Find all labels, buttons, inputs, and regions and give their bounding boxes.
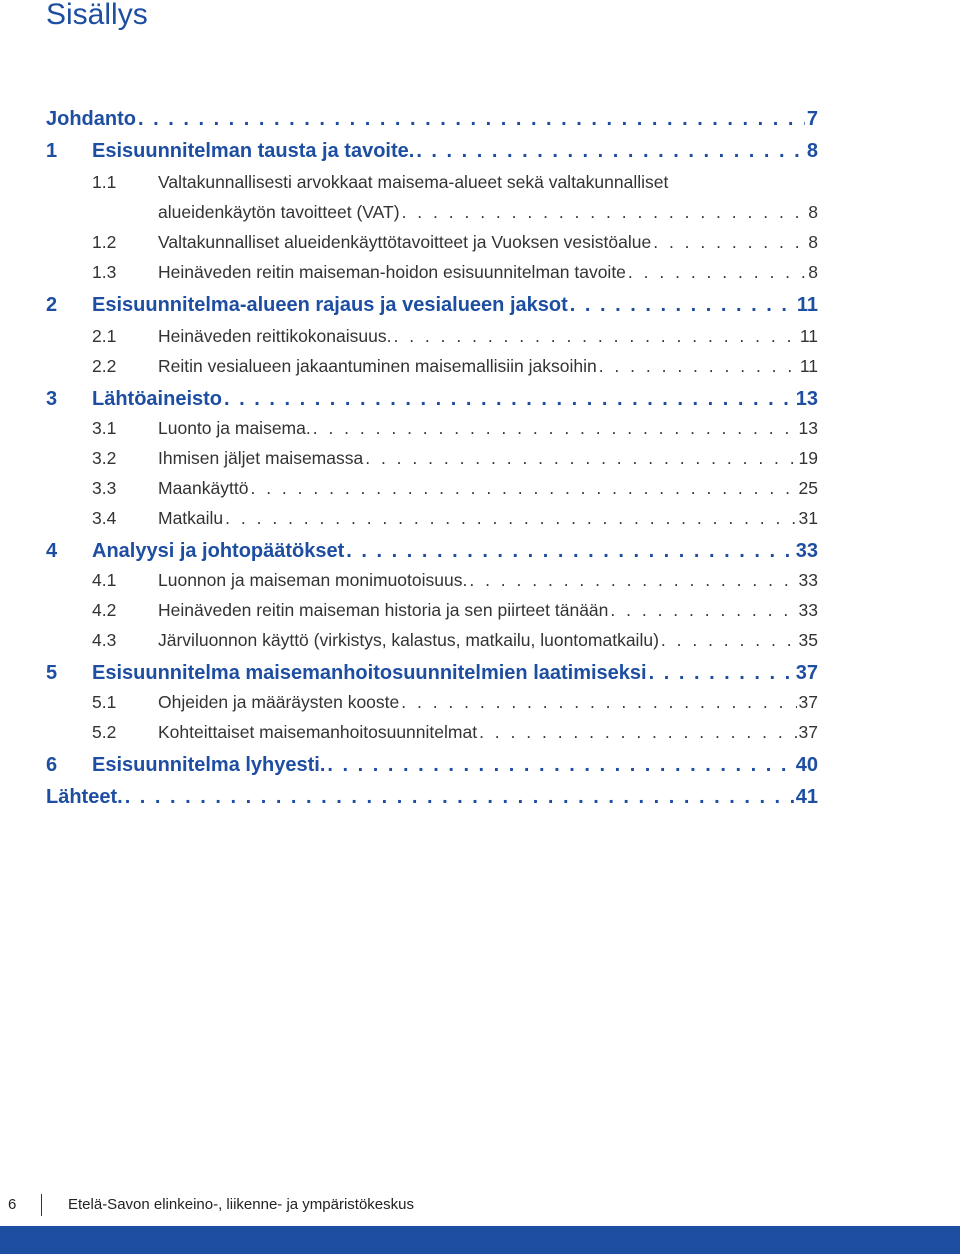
toc-entry-title: Esisuunnitelma-alueen rajaus ja vesialueen jaksot <box>92 294 568 316</box>
toc-entry-page: 13 <box>795 388 818 410</box>
toc-leader-dots <box>138 108 805 131</box>
toc-leader-dots <box>610 600 796 621</box>
toc-entry-number: 2 <box>46 294 58 316</box>
toc-entry-title: Ohjeiden ja määräysten kooste <box>158 692 400 712</box>
toc-entry-title: Luonnon ja maiseman monimuotoisuus. <box>158 570 468 590</box>
toc-entry-page: 11 <box>799 326 818 346</box>
toc-entry-title: Ihmisen jäljet maisemassa <box>158 448 364 468</box>
toc-entry-title: Esisuunnitelman tausta ja tavoite. <box>92 140 415 162</box>
toc-entry-title: Johdanto <box>46 108 136 130</box>
toc-entry-title: Järviluonnon käyttö (virkistys, kalastus, matkailu, luontomatkailu) <box>158 630 659 650</box>
toc-leader-dots <box>346 540 793 563</box>
footer-organization: Etelä-Savon elinkeino-, liikenne- ja ympäristökeskus <box>68 1196 414 1213</box>
toc-entry-page: 13 <box>798 418 818 438</box>
toc-entry <box>46 388 818 411</box>
toc-entry-title: Lähtöaineisto <box>92 388 223 410</box>
toc-entry <box>46 172 818 193</box>
toc-entry-number: 1.2 <box>92 232 117 252</box>
toc-entry <box>46 786 818 809</box>
toc-entry-title: Matkailu <box>158 508 224 528</box>
toc-entry-page: 8 <box>808 202 818 222</box>
page-number: 6 <box>8 1196 17 1213</box>
toc-entry <box>46 294 818 317</box>
toc-entry-page: 11 <box>799 356 818 376</box>
toc-entry-title: alueidenkäytön tavoitteet (VAT) <box>158 202 400 222</box>
toc-entry-number: 3.4 <box>92 508 117 528</box>
toc-entry-title: Esisuunnitelma lyhyesti. <box>92 754 326 776</box>
toc-entry-page: 19 <box>798 448 818 468</box>
toc-entry-page: 11 <box>796 294 818 316</box>
toc-entry-page: 33 <box>798 570 818 590</box>
toc-entry <box>46 262 818 283</box>
toc-leader-dots <box>479 722 796 743</box>
toc-entry-number: 3.2 <box>92 448 117 468</box>
toc-entry-title: Valtakunnallisesti arvokkaat maisema-alueet sekä valtakunnalliset <box>158 172 669 192</box>
toc-entry <box>46 108 818 131</box>
toc-entry-number: 2.1 <box>92 326 117 346</box>
toc-entry <box>46 356 818 377</box>
toc-entry <box>46 692 818 713</box>
toc-entry <box>46 754 818 777</box>
toc-entry-page: 8 <box>808 262 818 282</box>
toc-leader-dots <box>365 448 796 469</box>
toc-entry <box>46 540 818 563</box>
toc-entry-title: Maankäyttö <box>158 478 249 498</box>
toc-entry-title: Lähteet. <box>46 786 123 808</box>
toc-leader-dots <box>469 570 796 591</box>
toc-leader-dots <box>416 140 805 163</box>
toc-entry-page: 35 <box>798 630 818 650</box>
page-title: Sisällys <box>46 0 148 31</box>
toc-leader-dots <box>313 418 797 439</box>
toc-leader-dots <box>402 202 807 223</box>
toc-entry <box>46 570 818 591</box>
toc-entry-number: 1 <box>46 140 58 162</box>
toc-entry-page: 8 <box>806 140 818 162</box>
toc-entry-page: 41 <box>795 786 818 808</box>
toc-entry <box>46 448 818 469</box>
toc-entry <box>46 662 818 685</box>
toc-entry-title: Heinäveden reitin maiseman historia ja sen piirteet tänään <box>158 600 609 620</box>
toc-entry-page: 8 <box>808 232 818 252</box>
toc-leader-dots <box>250 478 796 499</box>
toc-entry <box>46 140 818 163</box>
toc-entry-number: 5.1 <box>92 692 117 712</box>
footer-bar <box>0 1226 960 1254</box>
toc-entry-number: 4 <box>46 540 58 562</box>
toc-entry <box>46 722 818 743</box>
toc-leader-dots <box>661 630 797 651</box>
toc-entry-page: 37 <box>798 722 818 742</box>
toc-entry-number: 4.3 <box>92 630 117 650</box>
toc-leader-dots <box>327 754 793 777</box>
toc-entry-number: 1.1 <box>92 172 117 192</box>
toc-entry <box>46 232 818 253</box>
toc-leader-dots <box>599 356 798 377</box>
footer-divider <box>41 1194 42 1216</box>
toc-entry-title: Reitin vesialueen jakaantuminen maisemallisiin jaksoihin <box>158 356 597 376</box>
toc-entry <box>46 630 818 651</box>
toc-entry <box>46 508 818 529</box>
toc-entry <box>46 478 818 499</box>
toc-leader-dots <box>649 662 794 685</box>
toc-entry-title: Heinäveden reitin maiseman-hoidon esisuunnitelman tavoite <box>158 262 626 282</box>
toc-entry-number: 1.3 <box>92 262 117 282</box>
toc-entry-title: Luonto ja maisema. <box>158 418 311 438</box>
toc-entry-page: 40 <box>795 754 818 776</box>
toc-entry-number: 3 <box>46 388 58 410</box>
toc-leader-dots <box>125 786 794 809</box>
toc-leader-dots <box>653 232 806 253</box>
toc-entry-title: Heinäveden reittikokonaisuus. <box>158 326 392 346</box>
toc-entry-page: 37 <box>795 662 818 684</box>
toc-entry-title: Valtakunnalliset alueidenkäyttötavoitteet ja Vuoksen vesistöalue <box>158 232 652 252</box>
toc-entry-title: Analyysi ja johtopäätökset <box>92 540 345 562</box>
toc-entry-page: 33 <box>795 540 818 562</box>
toc-entry-title: Esisuunnitelma maisemanhoitosuunnitelmien laatimiseksi <box>92 662 647 684</box>
toc-leader-dots <box>224 388 794 411</box>
toc-leader-dots <box>628 262 806 283</box>
toc-leader-dots <box>393 326 797 347</box>
toc-entry-number: 5 <box>46 662 58 684</box>
toc-entry-page: 33 <box>798 600 818 620</box>
toc-leader-dots <box>225 508 796 529</box>
toc-entry <box>46 418 818 439</box>
toc-entry-number: 2.2 <box>92 356 117 376</box>
toc-entry-number: 6 <box>46 754 58 776</box>
toc-entry-page: 31 <box>798 508 818 528</box>
toc-entry <box>46 202 818 223</box>
toc-entry-number: 3.3 <box>92 478 117 498</box>
toc-entry-number: 3.1 <box>92 418 117 438</box>
toc-entry-page: 37 <box>798 692 818 712</box>
toc-leader-dots <box>401 692 796 713</box>
toc-leader-dots <box>570 294 795 317</box>
toc-entry-number: 4.1 <box>92 570 117 590</box>
toc-entry-page: 25 <box>798 478 818 498</box>
toc-entry <box>46 326 818 347</box>
toc-entry-page: 7 <box>806 108 818 130</box>
toc-entry-title: Kohteittaiset maisemanhoitosuunnitelmat <box>158 722 478 742</box>
toc-entry-number: 5.2 <box>92 722 117 742</box>
toc-entry-number: 4.2 <box>92 600 117 620</box>
toc-entry <box>46 600 818 621</box>
